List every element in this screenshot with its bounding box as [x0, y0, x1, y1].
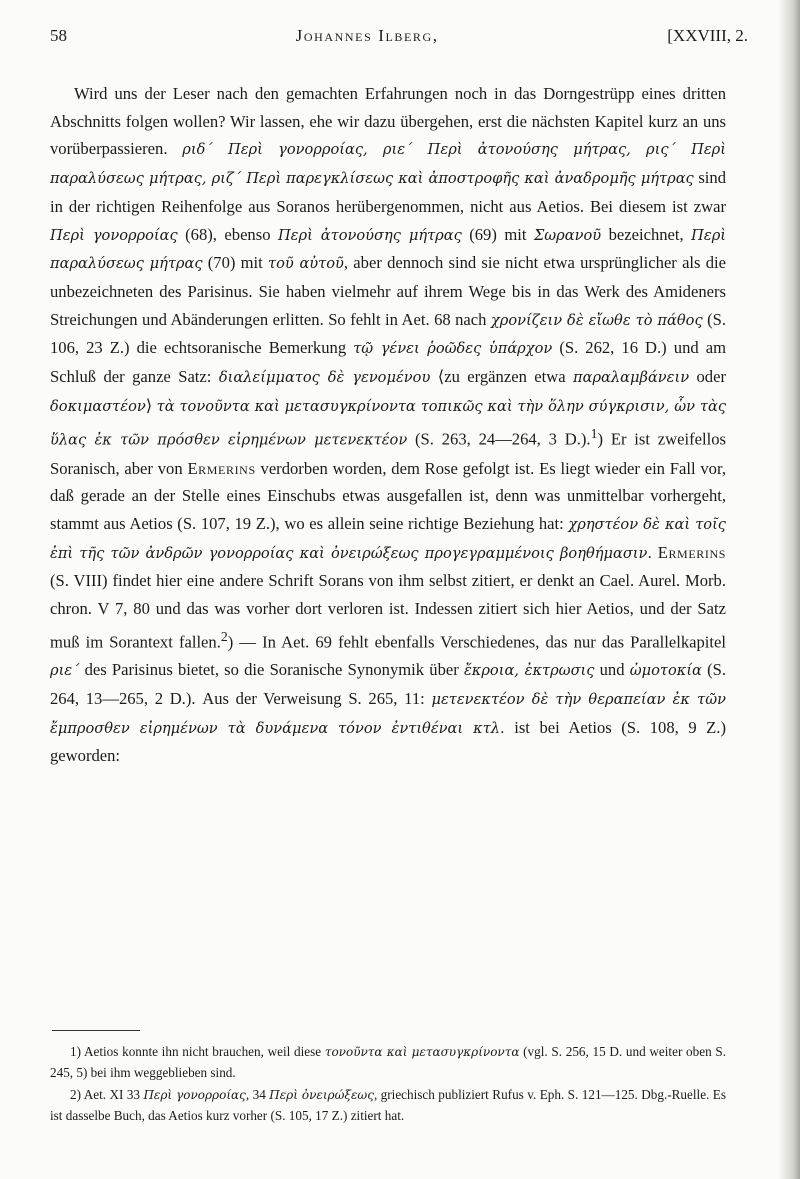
- text-run: Aet. XI 33: [83, 1087, 144, 1102]
- greek-phrase: Περὶ ὀνειρώξεως: [269, 1088, 374, 1102]
- text-run: ist bei Aetios (S. 108, 9 Z.) geworden:: [50, 717, 726, 766]
- text-run: ) — In Aet. 69 fehlt ebenfalls Verschiedenes, das nur das Parallelkapitel: [227, 632, 726, 652]
- text-run: , aber dennoch sind sie nicht etwa ursprünglicher als die unbezeichneten des Parisinus. Sie haben vielmehr auf ihrem Wege bis in das Werk des Amideners Streichungen und Abänderungen erlitten. So fehlt in Aet. 68 nach: [50, 253, 727, 329]
- greek-phrase: τῷ γένει ῥοῶδες ὑπάρχον: [353, 340, 553, 358]
- greek-phrase: δοκιμαστέον: [50, 397, 146, 415]
- greek-phrase: ριε΄: [50, 662, 80, 680]
- text-run: (69) mit: [461, 224, 534, 244]
- greek-phrase: ἔκροια, ἐκτρωσις: [463, 662, 595, 680]
- text-run: ⟨zu ergänzen etwa: [430, 367, 574, 387]
- greek-phrase: μετενεκτέον δὲ τὴν θεραπείαν ἐκ τῶν ἔμπροσθεν εἰρημένων τὰ δυνάμενα τόνον ἐντιθέναι κτλ.: [50, 690, 726, 737]
- greek-phrase: Περὶ γονορροίας: [143, 1088, 246, 1102]
- text-run: Wird uns der Leser nach den gemachten Erfahrungen noch in das Dorngestrüpp eines dritten Abschnitts folgen wollen? Wir lassen, ehe wir dazu übergehen, erst die nächsten Kapitel kurz an uns vorüberpassieren.: [50, 84, 726, 159]
- text-run: (S. 264, 13—265, 2 D.). Aus der Verweisung S. 265, 11:: [50, 660, 726, 708]
- text-run: des Parisinus bietet, so die Soranische Synonymik über: [79, 660, 464, 680]
- footnote-1: [50, 1042, 726, 1083]
- footnotes: [50, 1042, 726, 1128]
- text-run: (S. 106, 23 Z.) die echtsoranische Bemerkung: [50, 309, 727, 358]
- footnote-reference: 2: [220, 628, 228, 644]
- text-run: (S. VIII) findet hier eine andere Schrift Sorans von ihm selbst zitiert, er denkt an Cael. Aurel. Morb. chron. V 7, 80 und das was vorher dort verloren ist. Indessen zitiert sich hier Aetios, und der Satz muß im Sorantext fallen.: [50, 571, 726, 652]
- text-run: (S. 263, 24—264, 3 D.).: [407, 429, 591, 449]
- greek-phrase: χρονίζειν δὲ εἴωθε τὸ πάθος: [490, 311, 703, 329]
- text-run: , 34: [245, 1087, 270, 1102]
- text-run: (68), ebenso: [177, 224, 278, 244]
- running-title: Johannes Ilberg,: [295, 26, 439, 45]
- main-text: [50, 80, 726, 770]
- volume-reference: [XXVIII, 2.: [667, 26, 748, 45]
- greek-phrase: Περὶ ἀτονούσης μήτρας: [277, 226, 462, 244]
- greek-phrase: Περὶ παραλύσεως μήτρας: [50, 226, 727, 273]
- greek-phrase: Περὶ γονορροίας: [50, 226, 178, 244]
- text-run: verdorben worden, dem Rose gefolgt ist. Es liegt wieder ein Fall vor, daß gerade an der Stelle eines Einschubs etwas ausgefallen ist, denn was unmittelbar vorhergeht, stammt aus Aetios (S. 107, 19 Z.), wo es allein seine richtige Beziehung hat:: [50, 458, 726, 534]
- greek-phrase: παραλαμβάνειν: [573, 369, 690, 387]
- text-run: (vgl. S. 256, 15 D. und weiter oben S. 245, 5) bei ihm weggeblieben sind.: [50, 1044, 726, 1080]
- text-run: oder: [689, 367, 726, 387]
- greek-phrase: διαλείμματος δὲ γενομένου: [218, 369, 431, 387]
- text-run: sind in der richtigen Reihenfolge aus Soranos herübergenommen, nicht aus Aetios. Bei diesem ist zwar: [50, 168, 726, 216]
- text-run: bezeichnet,: [601, 224, 692, 244]
- text-run: Aetios konnte ihn nicht brauchen, weil diese: [83, 1044, 325, 1059]
- author-name: Ermerins: [187, 458, 256, 478]
- text-run: und: [594, 660, 630, 680]
- greek-phrase: τονοῦντα καὶ μετασυγκρίνοντα: [324, 1045, 520, 1059]
- greek-chapter-titles: ριδ΄ Περὶ γονορροίας, ριε΄ Περὶ ἀτονούσης μήτρας, ρις΄ Περὶ παραλύσεως μήτρας, ριζ΄ Περὶ παρεγκλίσεως καὶ ἀποστροφῆς καὶ ἀναδρομῆς μήτρας: [50, 141, 726, 188]
- page-number: 58: [50, 26, 67, 45]
- greek-phrase: ὠμοτοκία: [629, 662, 702, 680]
- greek-phrase: τὰ τονοῦντα καὶ μετασυγκρίνοντα τοπικῶς καὶ τὴν ὅλην σύγκρισιν, ὧν τὰς ὕλας ἐκ τῶν πρόσθεν εἰρημένων μετενεκτέον: [50, 397, 726, 449]
- greek-phrase: τοῦ αὐτοῦ: [268, 255, 344, 273]
- footnote-2: [50, 1085, 726, 1126]
- paragraph: [50, 80, 726, 770]
- text-run: , griechisch publiziert Rufus v. Eph. S. 121—125. Dbg.-Ruelle. Es ist dasselbe Buch, das Aetios kurz vorher (S. 105, 17 Z.) zitiert hat.: [50, 1087, 726, 1123]
- text-run: ⟩: [145, 395, 157, 415]
- greek-phrase: χρηστέον δὲ καὶ τοῖς ἐπὶ τῆς τῶν ἀνδρῶν γονορροίας καὶ ὀνειρώξεως προγεγραμμένοις βοηθήμασιν.: [50, 516, 726, 562]
- footnote-marker: 2): [70, 1087, 84, 1102]
- running-header: [50, 26, 748, 52]
- page-gutter-shadow: [778, 0, 800, 1179]
- footnote-reference: 1: [590, 426, 598, 442]
- footnote-rule: [52, 1030, 140, 1031]
- author-name: Ermerins: [657, 542, 726, 562]
- text-run: ) Er ist zweifellos Soranisch, aber von: [50, 429, 726, 478]
- text-run: (S. 262, 16 D.) und am Schluß der ganze Satz:: [50, 338, 727, 387]
- footnote-marker: 1): [70, 1044, 84, 1059]
- greek-phrase: Σωρανοῦ: [533, 226, 602, 244]
- text-run: (70) mit: [202, 253, 268, 273]
